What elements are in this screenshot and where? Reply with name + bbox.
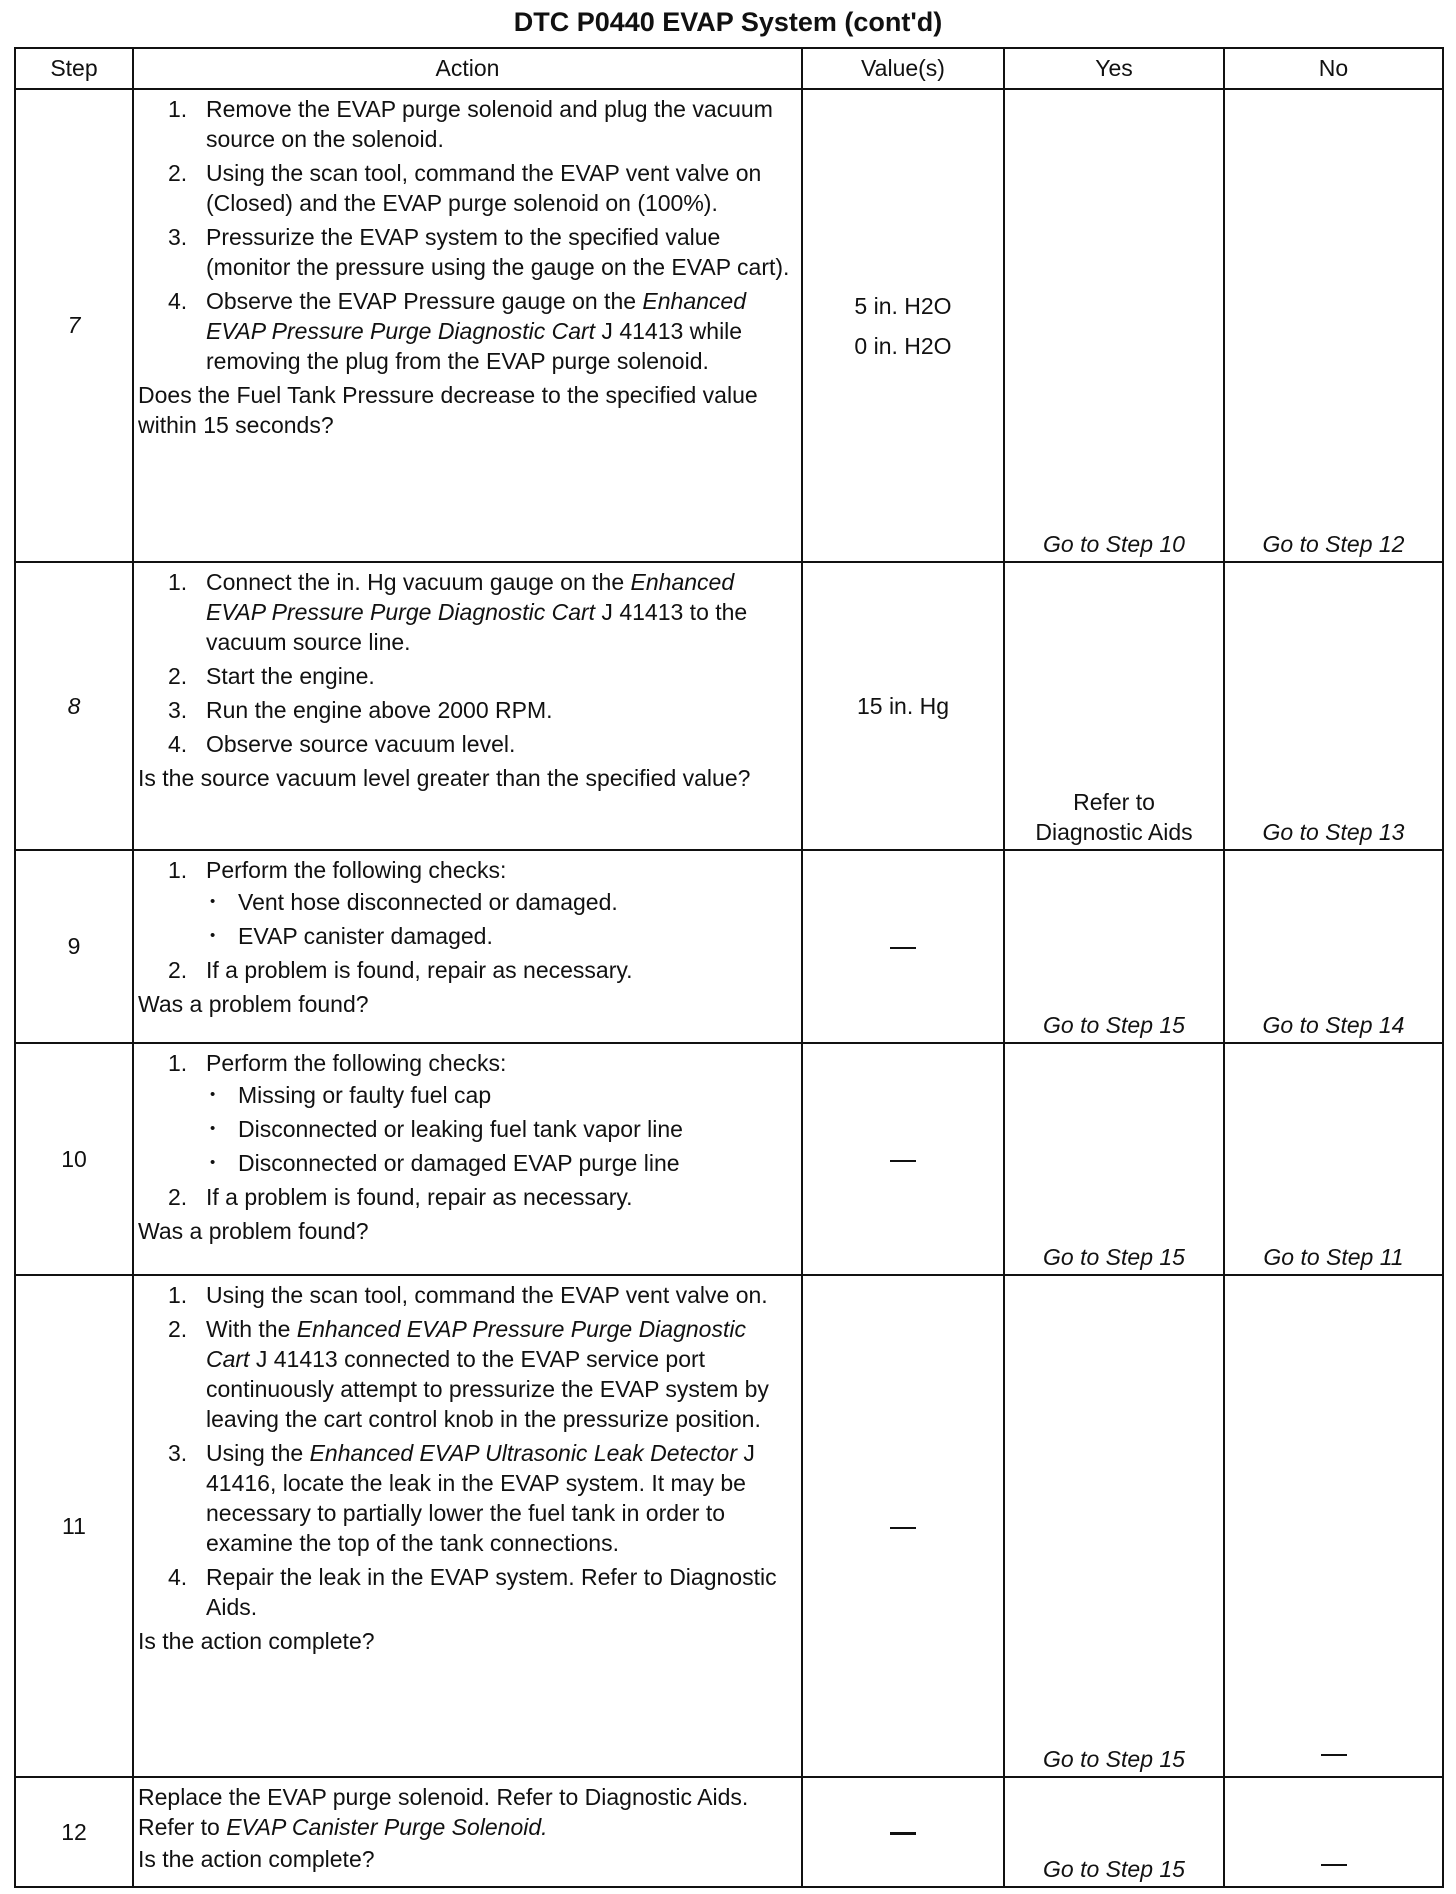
goto-link: Go to Step 15 — [1043, 1244, 1185, 1270]
yes-cell — [1004, 562, 1224, 850]
page-title: DTC P0440 EVAP System (cont'd) — [513, 7, 943, 37]
action-item — [168, 567, 793, 657]
action-text: Observe the EVAP Pressure gauge on the — [206, 288, 643, 314]
question-text: Was a problem found? — [138, 1218, 369, 1244]
refer-text: Refer to Diagnostic Aids — [1035, 789, 1193, 845]
goto-link: Go to Step 10 — [1043, 531, 1185, 557]
empty-dash — [890, 1832, 916, 1835]
yes-cell — [1004, 1275, 1224, 1777]
action-item: Run the engine above 2000 RPM. — [206, 697, 553, 723]
tool-name: Enhanced EVAP Pressure Purge Diagnostic Cart — [206, 288, 747, 344]
action-text-block — [138, 1782, 793, 1842]
action-text: J 41416, locate the leak in the EVAP system. It may be necessary to partially lower the fuel tank in order to examine the top of the tank connections. — [206, 1440, 755, 1556]
step-number: 9 — [15, 850, 133, 1043]
action-text: With the — [206, 1316, 297, 1342]
table-row-step-7 — [15, 89, 1443, 562]
diagnostic-table — [14, 47, 1444, 1888]
action-cell — [133, 1777, 802, 1887]
question-text: Was a problem found? — [138, 991, 369, 1017]
action-item: Using the scan tool, command the EVAP vent valve on (Closed) and the EVAP purge solenoid on (100%). — [206, 160, 762, 216]
goto-link: Go to Step 12 — [1262, 531, 1405, 557]
yes-cell — [1004, 89, 1224, 562]
goto-link: Go to Step 15 — [1043, 1746, 1185, 1772]
empty-dash — [1321, 1864, 1347, 1866]
value-cell — [802, 850, 1004, 1043]
action-cell — [133, 1043, 802, 1275]
action-item: Pressurize the EVAP system to the specified value (monitor the pressure using the gauge on the EVAP cart). — [206, 224, 790, 280]
action-text: J 41413 connected to the EVAP service port continuously attempt to pressurize the EVAP system by leaving the cart control knob in the pressurize position. — [206, 1346, 769, 1432]
action-item: Repair the leak in the EVAP system. Refer to Diagnostic Aids. — [206, 1564, 777, 1620]
yes-cell — [1004, 1043, 1224, 1275]
empty-dash — [1321, 1754, 1347, 1756]
action-text: Connect the in. Hg vacuum gauge on the — [206, 569, 631, 595]
value-text: 0 in. H2O — [854, 332, 952, 359]
value-text: 5 in. H2O — [854, 292, 952, 319]
action-item: Observe source vacuum level. — [206, 731, 516, 757]
header-no: No — [1224, 48, 1443, 89]
check-item: • Disconnected or leaking fuel tank vapor line — [206, 1114, 793, 1144]
action-item: Start the engine. — [206, 663, 375, 689]
action-item — [168, 1438, 793, 1558]
action-item — [168, 855, 793, 951]
action-item: If a problem is found, repair as necessary. — [206, 957, 633, 983]
value-text: 15 in. Hg — [856, 693, 950, 719]
step-number: 7 — [15, 89, 133, 562]
no-cell — [1224, 89, 1443, 562]
question-text: Is the source vacuum level greater than the specified value? — [138, 765, 751, 791]
empty-dash — [890, 947, 916, 949]
tool-name: Enhanced EVAP Pressure Purge Diagnostic Cart — [206, 569, 735, 625]
action-text: Replace the EVAP purge solenoid. Refer to Diagnostic Aids. Refer to — [138, 1784, 749, 1840]
question-text: Is the action complete? — [138, 1628, 375, 1654]
action-item: Remove the EVAP purge solenoid and plug the vacuum source on the solenoid. — [206, 96, 773, 152]
goto-link: Go to Step 13 — [1262, 819, 1405, 845]
question-text: Does the Fuel Tank Pressure decrease to the specified value within 15 seconds? — [138, 382, 758, 438]
header-yes: Yes — [1004, 48, 1224, 89]
no-cell — [1224, 1275, 1443, 1777]
action-item — [168, 1314, 793, 1434]
no-cell — [1224, 562, 1443, 850]
action-text: J 41413 while removing the plug from the EVAP purge solenoid. — [206, 318, 743, 374]
step-number: 10 — [15, 1043, 133, 1275]
no-cell — [1224, 1777, 1443, 1887]
value-cell — [802, 1275, 1004, 1777]
action-cell — [133, 89, 802, 562]
step-number: 11 — [15, 1275, 133, 1777]
goto-link: Go to Step 15 — [1043, 1856, 1185, 1882]
header-values: Value(s) — [802, 48, 1004, 89]
value-cell — [802, 1043, 1004, 1275]
check-item: • EVAP canister damaged. — [206, 921, 793, 951]
tool-name: Enhanced EVAP Ultrasonic Leak Detector — [309, 1440, 738, 1466]
header-step: Step — [15, 48, 133, 89]
value-cell — [802, 1777, 1004, 1887]
action-item: Using the scan tool, command the EVAP vent valve on. — [206, 1282, 768, 1308]
step-number: 12 — [15, 1777, 133, 1887]
table-row-step-8 — [15, 562, 1443, 850]
action-text: Perform the following checks: — [206, 1050, 507, 1076]
header-row — [15, 48, 1443, 89]
value-cell — [802, 89, 1004, 562]
action-text: Perform the following checks: — [206, 857, 507, 883]
tool-name: Enhanced EVAP Pressure Purge Diagnostic Cart — [206, 1316, 746, 1372]
table-row-step-10 — [15, 1043, 1443, 1275]
header-action: Action — [133, 48, 802, 89]
no-cell — [1224, 1043, 1443, 1275]
action-item: If a problem is found, repair as necessary. — [206, 1184, 633, 1210]
action-item — [168, 1048, 793, 1178]
no-cell — [1224, 850, 1443, 1043]
table-row-step-9 — [15, 850, 1443, 1043]
action-text: J 41413 to the vacuum source line. — [206, 599, 748, 655]
action-cell — [133, 850, 802, 1043]
goto-link: Go to Step 14 — [1262, 1012, 1405, 1038]
goto-link: Go to Step 15 — [1043, 1012, 1185, 1038]
check-item: • Missing or faulty fuel cap — [206, 1080, 793, 1110]
goto-link: Go to Step 11 — [1263, 1244, 1404, 1270]
table-row-step-11 — [15, 1275, 1443, 1777]
step-number: 8 — [15, 562, 133, 850]
action-cell — [133, 562, 802, 850]
action-text: Using the — [206, 1440, 310, 1466]
question-text: Is the action complete? — [138, 1846, 375, 1872]
procedure-name: EVAP Canister Purge Solenoid. — [226, 1814, 548, 1840]
check-item: • Vent hose disconnected or damaged. — [206, 887, 793, 917]
check-item: • Disconnected or damaged EVAP purge line — [206, 1148, 793, 1178]
yes-cell — [1004, 1777, 1224, 1887]
empty-dash — [890, 1160, 916, 1162]
table-row-step-12 — [15, 1777, 1443, 1887]
action-item — [168, 286, 793, 376]
yes-cell — [1004, 850, 1224, 1043]
action-cell — [133, 1275, 802, 1777]
empty-dash — [890, 1527, 916, 1529]
value-cell — [802, 562, 1004, 850]
